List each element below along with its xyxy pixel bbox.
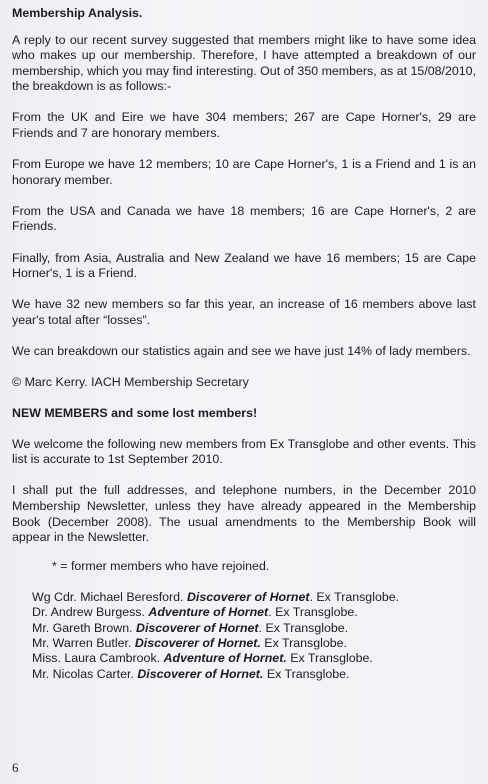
article-body: [12, 6, 476, 682]
list-item: [32, 651, 476, 666]
member-name: Wg Cdr. Michael Beresford.: [32, 589, 184, 604]
page-number: 6: [12, 760, 19, 775]
new-members-count-paragraph: We have 32 new members so far this year, an increase of 16 members above last year's total after “losses”.: [12, 297, 476, 327]
member-name: Mr. Warren Butler.: [32, 636, 132, 651]
intro-paragraph: A reply to our recent survey suggested that members might like to have some idea who makes up our membership. Therefore, I have attempted a breakdown of our membership, which you may find interesting. Out of 350 members, as at 15/08/2010, the breakdown is as follows:-: [12, 32, 476, 94]
member-vessel: Discoverer of Hornet: [186, 589, 310, 604]
list-item: [32, 636, 476, 651]
rejoined-footnote: * = former members who have rejoined.: [52, 559, 270, 574]
asia-australia-nz-paragraph: Finally, from Asia, Australia and New Zealand we have 16 members; 15 are Cape Horner's, 1 is a Friend.: [12, 250, 476, 281]
member-name: Miss. Laura Cambrook.: [32, 651, 161, 666]
list-item: [32, 621, 476, 636]
uk-eire-paragraph: From the UK and Eire we have 304 members; 267 are Cape Horner's, 29 are Friends and 7 are honorary members.: [12, 110, 476, 141]
section-title: NEW MEMBERS and some lost members!: [12, 406, 258, 421]
member-vessel: Discoverer of Hornet.: [134, 636, 261, 651]
list-item: [32, 667, 476, 682]
member-origin: Ex Transglobe.: [286, 651, 373, 666]
member-vessel: Adventure of Hornet.: [163, 651, 287, 666]
member-vessel: Discoverer of Hornet.: [137, 666, 264, 681]
member-name: Dr. Andrew Burgess.: [32, 605, 145, 620]
author-credit: © Marc Kerry. IACH Membership Secretary: [12, 375, 249, 389]
member-origin: Ex Transglobe.: [260, 636, 347, 651]
usa-canada-paragraph: From the USA and Canada we have 18 members; 16 are Cape Horner's, 2 are Friends.: [12, 203, 476, 234]
new-members-list: [12, 590, 476, 682]
member-origin: . Ex Transglobe.: [268, 605, 358, 620]
member-name: Mr. Nicolas Carter.: [32, 666, 134, 681]
member-origin: . Ex Transglobe.: [309, 589, 400, 604]
member-origin: . Ex Transglobe.: [258, 620, 349, 635]
list-item: [32, 590, 476, 605]
addresses-paragraph: I shall put the full addresses, and telephone numbers, in the December 2010 Membership Newsletter, unless they have already appeared in the Membership Book (December 2008). The usual amendments to the Membership Book will appear in the Newsletter.: [12, 483, 476, 545]
list-item: [32, 605, 476, 620]
article-title: Membership Analysis.: [12, 6, 143, 20]
welcome-paragraph: We welcome the following new members from Ex Transglobe and other events. This list is accurate to 1st September 2010.: [12, 436, 476, 467]
europe-paragraph: From Europe we have 12 members; 10 are Cape Horner's, 1 is a Friend and 1 is an honorary member.: [12, 157, 476, 187]
member-name: Mr. Gareth Brown.: [32, 620, 133, 635]
member-origin: Ex Transglobe.: [263, 666, 350, 681]
member-vessel: Discoverer of Hornet: [136, 620, 259, 635]
lady-members-paragraph: We can breakdown our statistics again and see we have just 14% of lady members.: [12, 343, 471, 358]
member-vessel: Adventure of Hornet: [148, 605, 269, 620]
